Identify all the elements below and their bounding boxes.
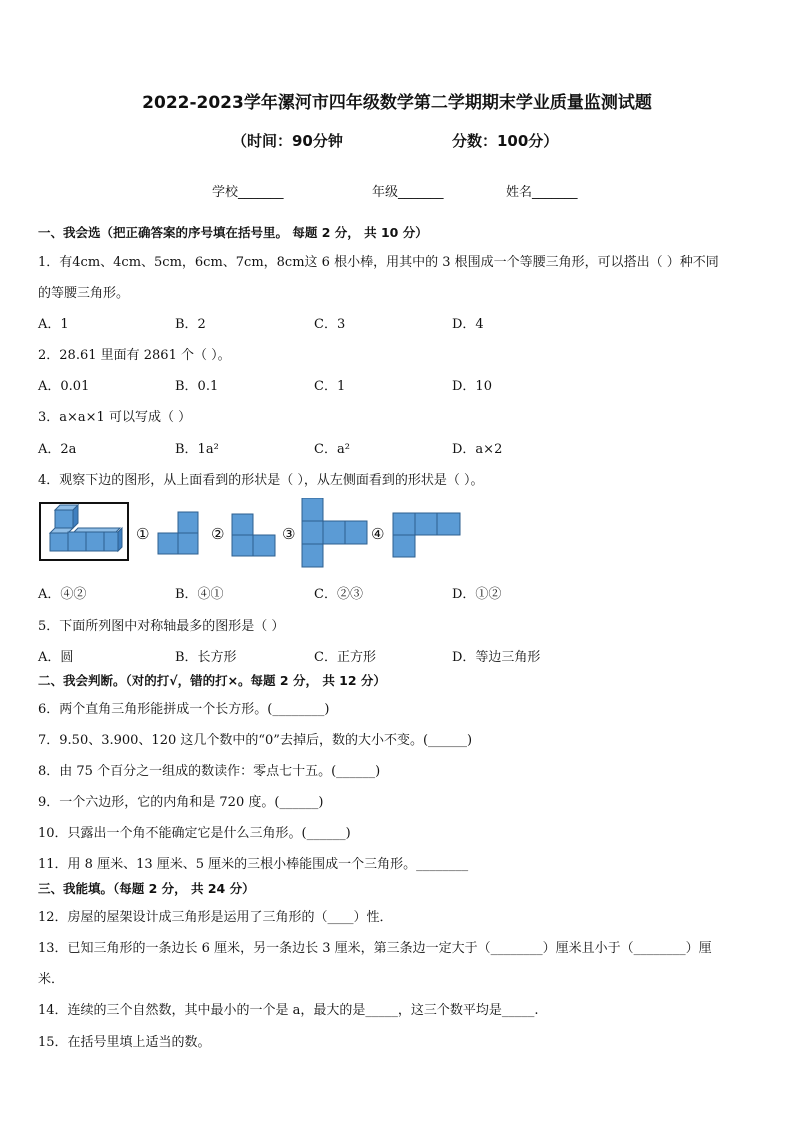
question-3: 3．a×a×1 可以写成（ ） <box>38 410 192 425</box>
option-c: C．②③ <box>314 587 363 602</box>
question-13-cont: 米． <box>38 972 65 987</box>
option-d: D．等边三角形 <box>452 650 541 665</box>
option-a: A．1 <box>38 317 69 332</box>
option-d: D．4 <box>452 317 484 332</box>
question-14: 14．连续的三个自然数，其中最小的一个是 a，最大的是_____，这三个数平均是_____. <box>38 1003 539 1018</box>
view-label-4: ④ <box>371 525 385 543</box>
option-a: A．0.01 <box>38 379 90 394</box>
option-d: D．a×2 <box>452 442 503 457</box>
option-a: A．④② <box>38 587 87 602</box>
page-title: 2022-2023学年漯河市四年级数学第二学期期末学业质量监测试题 <box>142 93 652 113</box>
view-label-3: ③ <box>282 525 296 543</box>
view-2-shape <box>232 514 275 556</box>
name-field: 姓名_______ <box>506 185 578 200</box>
question-5: 5．下面所列图中对称轴最多的图形是（ ） <box>38 619 285 634</box>
question-8: 8．由 75 个百分之一组成的数读作：零点七十五。(______) <box>38 764 381 779</box>
school-field: 学校_______ <box>212 185 284 200</box>
question-2: 2．28.61 里面有 2861 个（ ）。 <box>38 348 231 363</box>
question-4-figure <box>38 498 478 570</box>
view-1-shape <box>158 512 198 554</box>
option-c: C．a² <box>314 442 350 457</box>
question-4: 4．观察下边的图形，从上面看到的形状是（ ），从左侧面看到的形状是（ ）。 <box>38 473 484 488</box>
view-label-2: ② <box>211 525 225 543</box>
option-b: B．④① <box>175 587 224 602</box>
option-d: D．10 <box>452 379 492 394</box>
grade-field: 年级_______ <box>372 185 444 200</box>
score-label: 分数：100分） <box>452 132 559 150</box>
question-13: 13．已知三角形的一条边长 6 厘米，另一条边长 3 厘米，第三条边一定大于（________）厘米且小于（________）厘 <box>38 941 712 956</box>
question-1-cont: 的等腰三角形。 <box>38 286 130 301</box>
question-10: 10．只露出一个角不能确定它是什么三角形。(______) <box>38 826 351 841</box>
view-4-shape <box>393 513 460 557</box>
option-b: B．0.1 <box>175 379 219 394</box>
option-b: B．1a² <box>175 442 219 457</box>
option-d: D．①② <box>452 587 502 602</box>
option-b: B．长方形 <box>175 650 237 665</box>
view-label-1: ① <box>136 525 150 543</box>
view-3-shape <box>302 498 367 567</box>
option-a: A．2a <box>38 442 77 457</box>
question-7: 7．9.50、3.900、120 这几个数中的“0”去掉后，数的大小不变。(______) <box>38 733 473 748</box>
question-1: 1．有4cm、4cm、5cm，6cm、7cm，8cm这 6 根小棒，用其中的 3 根围成一个等腰三角形，可以搭出（ ）种不同 <box>38 255 719 270</box>
option-b: B．2 <box>175 317 206 332</box>
question-15: 15．在括号里填上适当的数。 <box>38 1035 211 1050</box>
view-shapes <box>38 498 478 570</box>
question-11: 11．用 8 厘米、13 厘米、5 厘米的三根小棒能围成一个三角形。________ <box>38 857 469 872</box>
option-c: C．3 <box>314 317 346 332</box>
section-3-heading: 三、我能填。（每题 2 分， 共 24 分） <box>38 881 255 896</box>
question-6: 6．两个直角三角形能拼成一个长方形。(________) <box>38 702 330 717</box>
option-c: C．1 <box>314 379 346 394</box>
question-9: 9．一个六边形，它的内角和是 720 度。(______) <box>38 795 324 810</box>
time-label: （时间：90分钟 <box>232 132 343 150</box>
option-a: A．圆 <box>38 650 74 665</box>
question-12: 12．房屋的屋架设计成三角形是运用了三角形的（____）性． <box>38 910 393 925</box>
section-2-heading: 二、我会判断。（对的打√，错的打×。每题 2 分， 共 12 分） <box>38 673 386 688</box>
section-1-heading: 一、我会选（把正确答案的序号填在括号里。 每题 2 分， 共 10 分） <box>38 225 428 240</box>
option-c: C．正方形 <box>314 650 376 665</box>
